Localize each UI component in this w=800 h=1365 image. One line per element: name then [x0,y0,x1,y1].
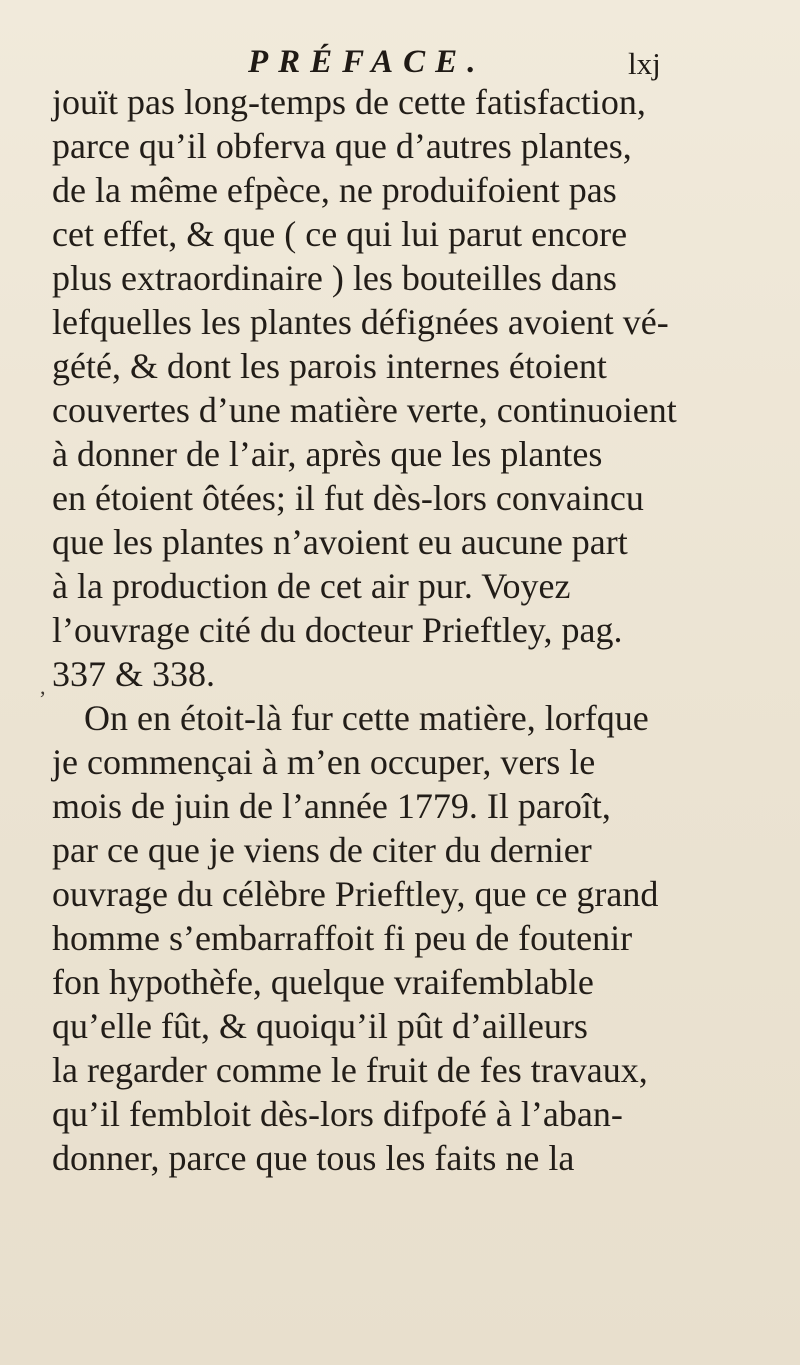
text-line: lefquelles les plantes défignées avoient vé- [52,302,669,342]
text-line: gété, & dont les parois internes étoient [52,346,607,386]
text-line: mois de juin de l’année 1779. Il paroît, [52,786,611,826]
text-line: qu’elle fût, & quoiqu’il pût d’ailleurs [52,1006,588,1046]
text-line: à donner de l’air, après que les plantes [52,434,603,474]
text-line: en étoient ôtées; il fut dès-lors convaincu [52,478,644,518]
text-line: je commençai à m’en occuper, vers le [52,742,596,782]
text-line: ouvrage du célèbre Prieftley, que ce grand [52,874,659,914]
text-line: que les plantes n’avoient eu aucune part [52,522,628,562]
text-line: homme s’embarraffoit fi peu de foutenir [52,918,633,958]
text-line: plus extraordinaire ) les bouteilles dans [52,258,617,298]
text-line: On en étoit-là fur cette matière, lorfque [84,698,649,738]
text-line: donner, parce que tous les faits ne la [52,1138,575,1178]
page-number: lxj [628,46,661,81]
text-line: de la même efpèce, ne produifoient pas [52,170,617,210]
text-line: fon hypothèfe, quelque vraifemblable [52,962,594,1002]
text-line: par ce que je viens de citer du dernier [52,830,592,870]
text-line: 337 & 338. [52,654,216,694]
text-line: couvertes d’une matière verte, continuoient [52,390,677,430]
margin-mark: , [40,674,46,699]
text-line: parce qu’il obferva que d’autres plantes, [52,126,632,166]
text-line: la regarder comme le fruit de fes travaux, [52,1050,648,1090]
running-title: PRÉFACE. [248,44,486,80]
text-line: qu’il fembloit dès-lors difpofé à l’aban- [52,1094,623,1134]
text-line: jouït pas long-temps de cette fatisfaction, [52,82,646,122]
text-line: cet effet, & que ( ce qui lui parut encore [52,214,628,254]
text-line: l’ouvrage cité du docteur Prieftley, pag. [52,610,623,650]
text-line: à la production de cet air pur. Voyez [52,566,571,606]
